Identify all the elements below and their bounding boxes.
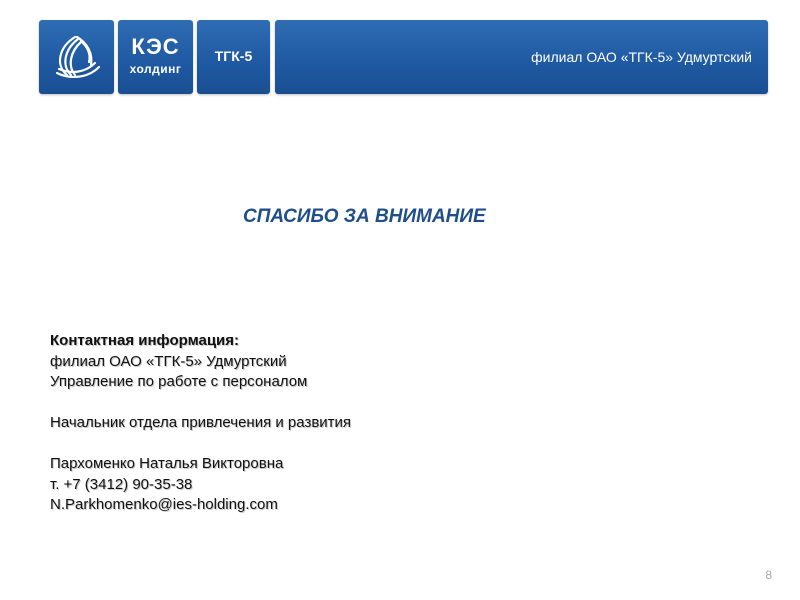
contact-heading: Контактная информация: — [50, 332, 240, 349]
contact-info — [50, 331, 351, 516]
kes-swirl-logo-icon — [47, 29, 105, 85]
contact-name: Пархоменко Наталья Викторовна — [50, 455, 284, 472]
contact-branch: филиал ОАО «ТГК-5» Удмуртский — [50, 352, 287, 370]
logo-block — [39, 20, 114, 94]
contact-phone: т. +7 (3412) 90-35-38 — [50, 475, 193, 493]
brand-subtitle: холдинг — [129, 62, 182, 76]
company-badge-block — [197, 20, 270, 94]
kes-holding-block — [118, 20, 193, 94]
contact-department: Управление по работе с персоналом — [50, 373, 308, 390]
page-number: 8 — [765, 568, 772, 582]
spacer — [50, 393, 351, 414]
thanks-heading: СПАСИБО ЗА ВНИМАНИЕ — [243, 206, 486, 227]
contact-position: Начальник отдела привлечения и развития — [50, 414, 352, 431]
company-badge: ТГК-5 — [214, 48, 253, 64]
brand-name: КЭС — [131, 34, 180, 59]
spacer — [50, 434, 351, 455]
header-banner — [275, 20, 768, 94]
contact-email: N.Parkhomenko@ies-holding.com — [50, 496, 278, 513]
branch-title: филиал ОАО «ТГК-5» Удмуртский — [531, 49, 752, 65]
